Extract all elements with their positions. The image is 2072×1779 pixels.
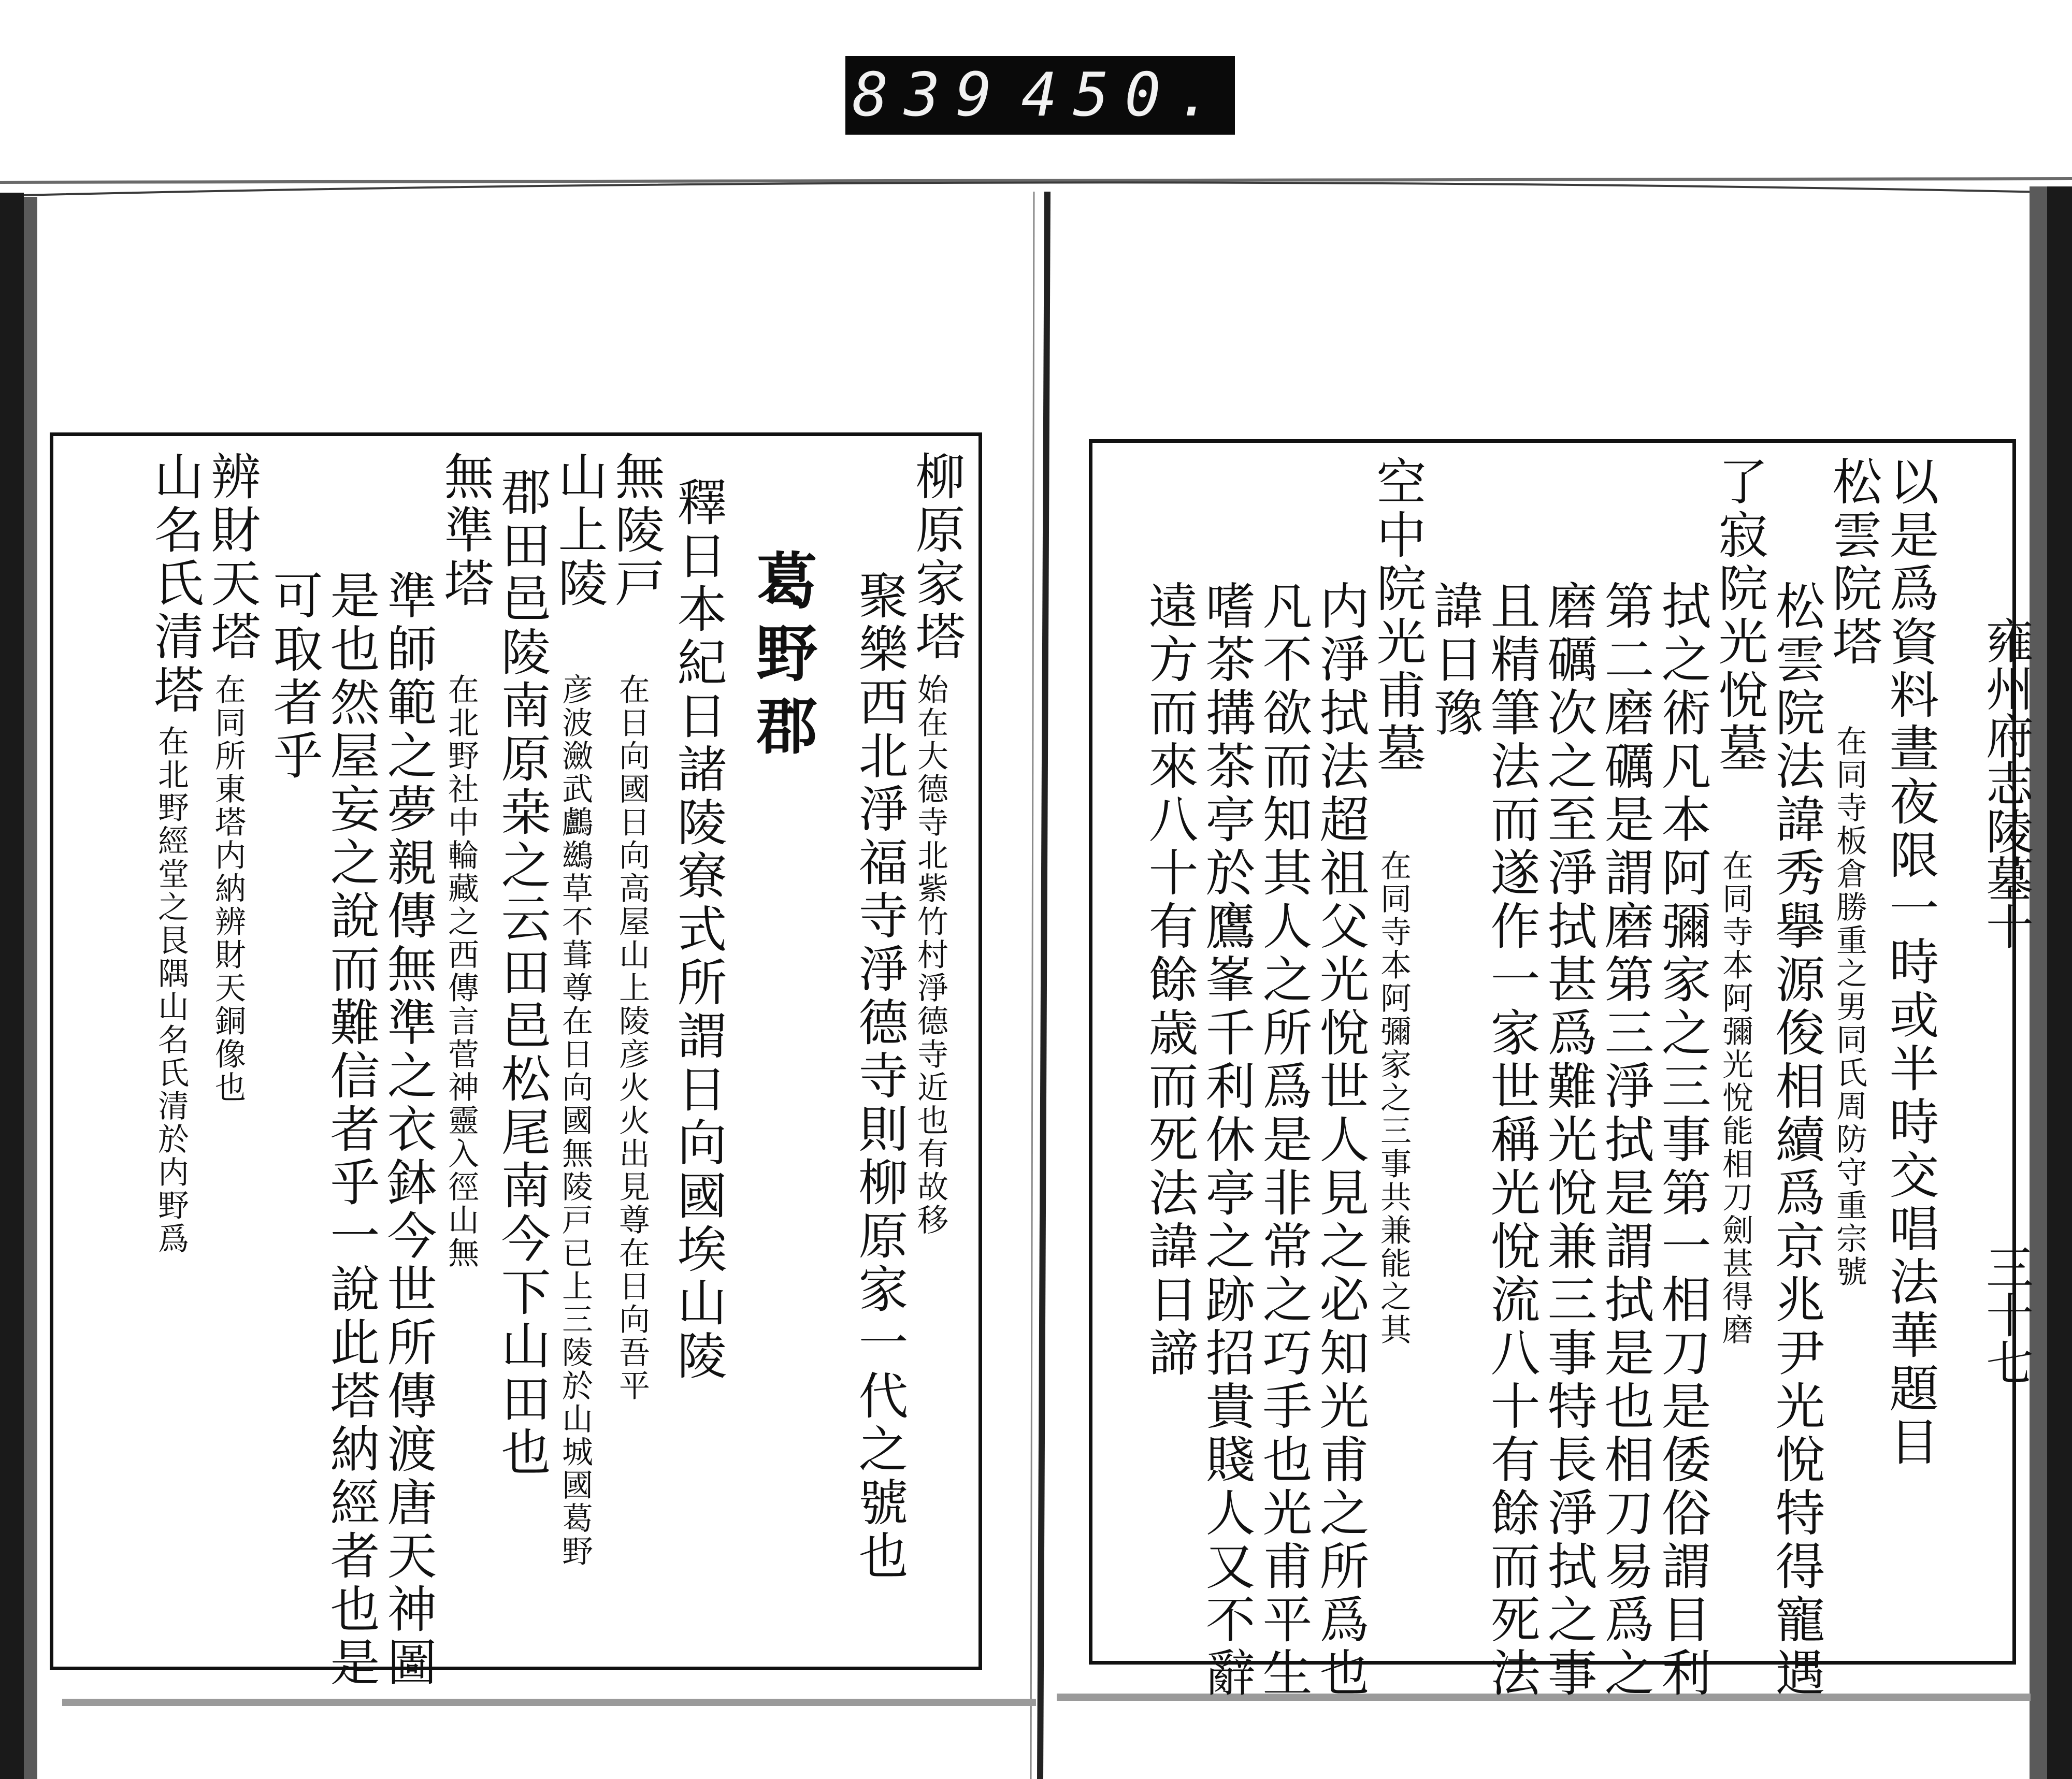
stamp-left-number: 839: [852, 60, 1008, 130]
right-col-4: 了寂院光悅墓: [1710, 456, 1768, 776]
left-col-1: 柳原家塔: [908, 451, 966, 664]
right-col-8: 且精筆法而遂作一家世稱光悅流八十有餘而死法: [1483, 580, 1541, 1700]
left-note-3: 彦波瀲武鸕鷀草不葺尊在日向國無陵戸已上三陵於山城國葛野: [557, 673, 593, 1568]
left-note-1: 始在大德寺北紫竹村淨德寺近也有故移: [912, 673, 948, 1237]
left-col-8: 無準塔: [436, 451, 494, 611]
right-col-11: 内淨拭法超祖父光悅世人見之必知光甫之所爲也: [1312, 580, 1370, 1700]
right-note-3: 在同寺本阿彌家之三事共兼能之其: [1375, 849, 1412, 1347]
left-note-6: 在北野經堂之艮隅山名氏清於内野爲: [153, 725, 189, 1255]
left-col-13: 山名氏清塔: [146, 451, 204, 717]
right-col-13: 嗜茶搆茶亭於鷹峯千利休亭之跡招貴賤人又不辭: [1198, 580, 1256, 1700]
right-note-2: 在同寺本阿彌光悅能相刀劍甚得磨: [1717, 849, 1753, 1347]
folio-title: 雍州府志陵墓十: [1978, 616, 2034, 950]
right-col-9: 諱日豫: [1426, 580, 1484, 740]
stamp-right-number: 450.: [1021, 60, 1228, 130]
left-col-10: 是也然屋妄之說而難信者乎一說此塔納經者也是: [322, 570, 380, 1690]
right-col-7: 磨礪次之至淨拭甚爲難光悅兼三事特長淨拭之事: [1539, 580, 1598, 1700]
left-note-4: 在北野社中輪藏之西傳言菅神靈入徑山無: [443, 673, 479, 1270]
left-col-11: 可取者乎: [265, 570, 323, 783]
left-col-12: 辨財天塔: [203, 451, 261, 664]
right-col-10: 空中院光甫墓: [1369, 456, 1427, 776]
right-note-1: 在同寺板倉勝重之男同氏周防守重宗號: [1831, 725, 1867, 1289]
right-col-5: 拭之術凡本阿彌家之三事第一相刀是倭俗謂目利: [1653, 580, 1711, 1700]
left-col-6: 山上陵: [550, 451, 608, 611]
left-col-5: 無陵戸: [607, 451, 665, 611]
left-note-5: 在同所東塔内納辨財天銅像也: [210, 673, 246, 1104]
right-col-2: 松雲院塔: [1824, 456, 1882, 669]
left-col-7: 郡田邑陵南原桒之云田邑松尾南今下山田也: [493, 466, 551, 1480]
right-col-14: 遠方而來八十有餘歳而死法諱日諦: [1141, 580, 1199, 1380]
right-col-6: 第二磨礪是謂磨第三淨拭是謂拭是也相刀易爲之: [1596, 580, 1654, 1700]
folio-number: 三十七: [1978, 1243, 2034, 1386]
right-col-3: 松雲院法諱秀擧源俊相續爲京兆尹光悅特得寵遇: [1767, 580, 1825, 1700]
left-col-2: 聚樂西北淨福寺淨德寺則柳原家一代之號也: [851, 570, 909, 1583]
left-col-4: 釋日本紀日諸陵寮式所謂日向國埃山陵: [669, 476, 727, 1383]
left-col-9: 準師範之夢親傳無準之衣鉢今世所傳渡唐天神圖: [379, 570, 437, 1690]
right-col-1: 以是爲資料晝夜限一時或半時交唱法華題目: [1881, 456, 1939, 1469]
right-col-12: 凡不欲而知其人之所爲是非常之巧手也光甫平生: [1255, 580, 1313, 1700]
district-heading: 葛野郡: [746, 549, 818, 766]
left-note-2: 在日向國日向高屋山上陵彦火火出見尊在日向吾平: [614, 673, 650, 1402]
archive-stamp: [845, 56, 1235, 135]
